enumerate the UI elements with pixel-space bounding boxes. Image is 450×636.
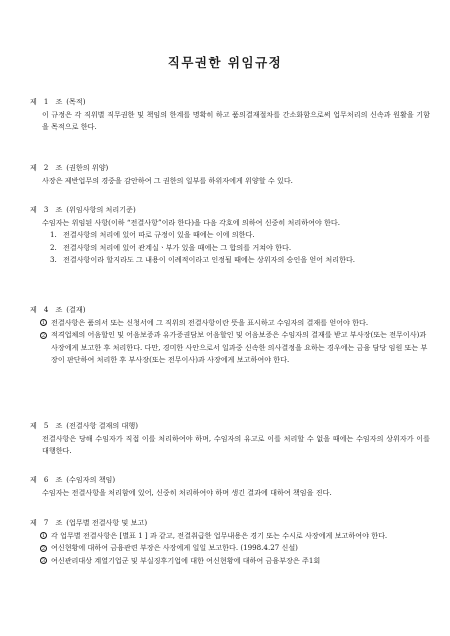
paragraph-text: 전결사항은 품의서 또는 신청서에 그 직위의 전결사항이란 뜻을 표시하고 수임자의 결재를 얻어야 한다. [51,317,369,327]
article-number: 제 1 조 [30,97,65,106]
article-5 [30,420,430,458]
item-text: 전결사항의 처리에 있어 관계실ㆍ부가 있을 때에는 그 합의를 거쳐야 한다. [63,242,292,252]
article-number: 제 5 조 [30,421,65,430]
paragraph [30,542,430,555]
paragraph [30,329,430,367]
article-2 [30,162,430,187]
list-item [30,242,430,255]
paragraph-marker: 1 [41,320,46,327]
article-3 [30,204,430,267]
paragraph-text: 여신현황에 대하여 금융관련 부장은 사장에게 일일 보고한다. (1998.4.27 신설) [51,543,298,553]
article-heading: (위임사항의 처리기준) [66,205,136,214]
item-marker: 2. [50,242,57,252]
article-1 [30,96,430,134]
article-heading: (목적) [66,97,86,106]
article-number: 제 6 조 [30,475,65,484]
paragraph-marker: 2 [41,545,46,552]
document-title: 직무권한 위임규정 [167,55,283,70]
paragraph [30,530,430,543]
paragraph-text: 여신관리대상 계열기업군 및 부실징후기업에 대한 여신현황에 대하여 금융부장은 주1회 [51,555,321,565]
paragraph-marker: 2 [41,332,46,339]
article-heading: (결재) [66,305,86,314]
article-heading: (수임자의 책임) [66,475,116,484]
article-heading: (권한의 위양) [66,163,109,172]
list-item [30,229,430,242]
paragraph-text: 적격업체의 어음할인 및 어음보증과 유가증권담보 어음할인 및 어음보증은 수임자의 결재를 받고 부사장(또는 전무이사)과 사장에게 보고한 후 처리한다. 다만, 경미한 사안으로서 일과중 신속한 의사결정을 요하는 경우에는 금융 담당 임원 또는 부장이 판단하여 처리한 후 부사장(또는 전무이사)과 사장에게 보고하여야 한다. [51,330,428,365]
article-number: 제 4 조 [30,305,65,314]
article-body: 이 규정은 각 직위별 직무권한 및 책임의 한계를 명확히 하고 품의결재절차를 간소화함으로써 업무처리의 신속과 원활을 기함을 목적으로 한다. [42,109,430,132]
paragraph-marker: 3 [41,558,46,565]
article-6 [30,474,430,499]
article-7 [30,517,430,567]
article-number: 제 7 조 [30,518,65,527]
article-body: 사장은 제반업무의 경중을 감안하여 그 권한의 일부를 하위자에게 위양할 수 있다. [42,175,293,185]
article-heading: (전결사항 결재의 대행) [66,421,138,430]
item-text: 전결사항이라 할지라도 그 내용이 이례적이라고 인정될 때에는 상위자의 승인을 얻어 처리한다. [63,255,356,265]
article-heading: (업무별 전결사항 및 보고) [66,518,148,527]
article-body: 수임자는 전결사항을 처리함에 있어, 신중히 처리하여야 하며 생긴 결과에 대하여 책임을 진다. [42,487,332,497]
item-marker: 1. [50,230,57,240]
article-number: 제 3 조 [30,205,65,214]
paragraph [30,555,430,568]
paragraph-marker: 1 [41,533,46,540]
item-text: 전결사항의 처리에 있어 따로 규정이 있을 때에는 이에 의한다. [63,230,255,240]
article-4 [30,304,430,367]
item-marker: 3. [50,255,57,265]
list-item [30,254,430,267]
paragraph-text: 각 업무별 전결사항은 [별표 1 ] 과 같고, 전결취급한 업무내용은 경기 또는 수시로 사장에게 보고하여야 한다. [51,530,388,540]
paragraph [30,317,430,330]
article-body: 전결사항은 당해 수임자가 직접 이를 처리하여야 하며, 수임자의 유고로 이를 처리할 수 없을 때에는 수임자의 상위자가 이를 대행한다. [42,433,430,456]
article-body: 수임자는 위임된 사항(이하 “전결사항”이라 한다)을 다음 각호에 의하여 신중히 처리하여야 한다. [42,217,340,227]
article-number: 제 2 조 [30,163,65,172]
